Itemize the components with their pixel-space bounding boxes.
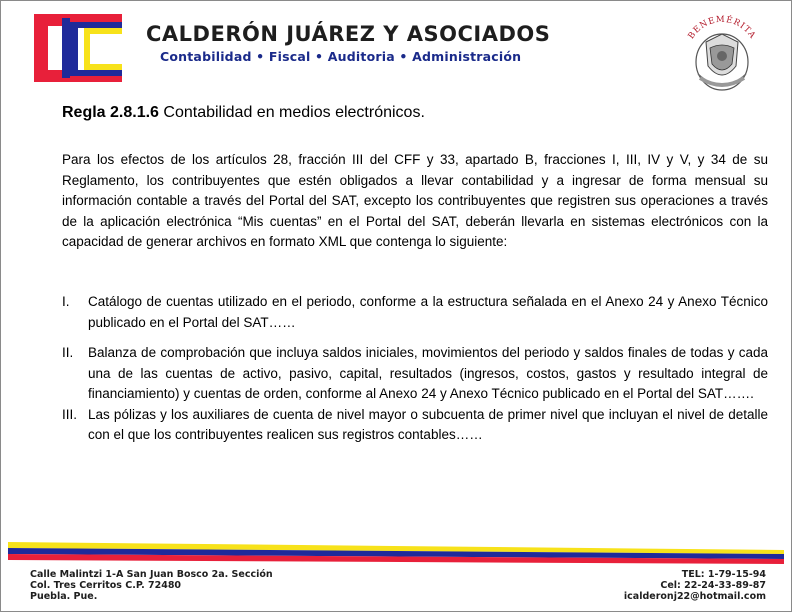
- firm-logo-icon: [34, 14, 122, 82]
- list-item-text: Las pólizas y los auxiliares de cuenta de nivel mayor o subcuenta de primer nivel que incluyan el nivel de detalle con el que los contribuyentes realicen sus registros contables……: [88, 406, 768, 442]
- list-marker: III.: [62, 406, 78, 422]
- address-line: Puebla. Pue.: [30, 591, 98, 602]
- list-item-text: Balanza de comprobación que incluya saldos iniciales, movimientos del periodo y saldos finales de todas y cada una de las cuentas de activo, pasivo, capital, resultados (ingresos, costos, gastos y resultado integral de financiamiento) y cuentas de orden, conforme al Anexo 24 y Anexo Técnico publicado en el Portal del SAT…….: [88, 345, 768, 401]
- address-line: Col. Tres Cerritos C.P. 72480: [30, 580, 182, 591]
- cell-phone: Cel: 22-24-33-89-87: [660, 580, 766, 591]
- footer-address: [30, 569, 273, 602]
- list-item: [62, 405, 768, 446]
- list-item: [62, 343, 768, 405]
- university-seal-icon: [676, 12, 768, 100]
- requirements-list: [62, 292, 768, 446]
- list-item: [62, 292, 768, 333]
- list-marker: II.: [62, 345, 74, 360]
- rule-number: Regla 2.8.1.6: [62, 104, 159, 121]
- footer-stripes: [8, 542, 784, 566]
- rule-title: [62, 104, 425, 122]
- footer-contact: [624, 569, 766, 602]
- intro-paragraph: Para los efectos de los artículos 28, fracción III del CFF y 33, apartado B, fracciones I, III, IV y V, y 34 de su Reglamento, los contribuyentes que estén obligados a llevar contabilidad y a ingresar de forma mensual su información contable a través del Portal del SAT, excepto los contribuyentes que registren sus operaciones a través de la aplicación electrónica “Mis cuentas” en el Portal del SAT, deberán llevarla en sistemas electrónicos con la capacidad de generar archivos en formato XML que contenga lo siguiente:: [62, 152, 768, 249]
- email-link[interactable]: icalderonj22@hotmail.com: [623, 591, 766, 602]
- firm-services: Contabilidad • Fiscal • Auditoria • Administración: [160, 49, 522, 64]
- address-line: Calle Malintzi 1-A San Juan Bosco 2a. Sección: [30, 569, 273, 580]
- list-item-text: Catálogo de cuentas utilizado en el periodo, conforme a la estructura señalada en el Anexo 24 y Anexo Técnico publicado en el Portal del SAT……: [88, 294, 768, 330]
- rule-title-text: Contabilidad en medios electrónicos.: [158, 104, 425, 121]
- phone: TEL: 1-79-15-94: [681, 569, 766, 580]
- firm-name: CALDERÓN JUÁREZ Y ASOCIADOS: [146, 22, 551, 46]
- seal-text: BENEMÉRITA: [686, 14, 758, 42]
- list-marker: I.: [62, 294, 70, 309]
